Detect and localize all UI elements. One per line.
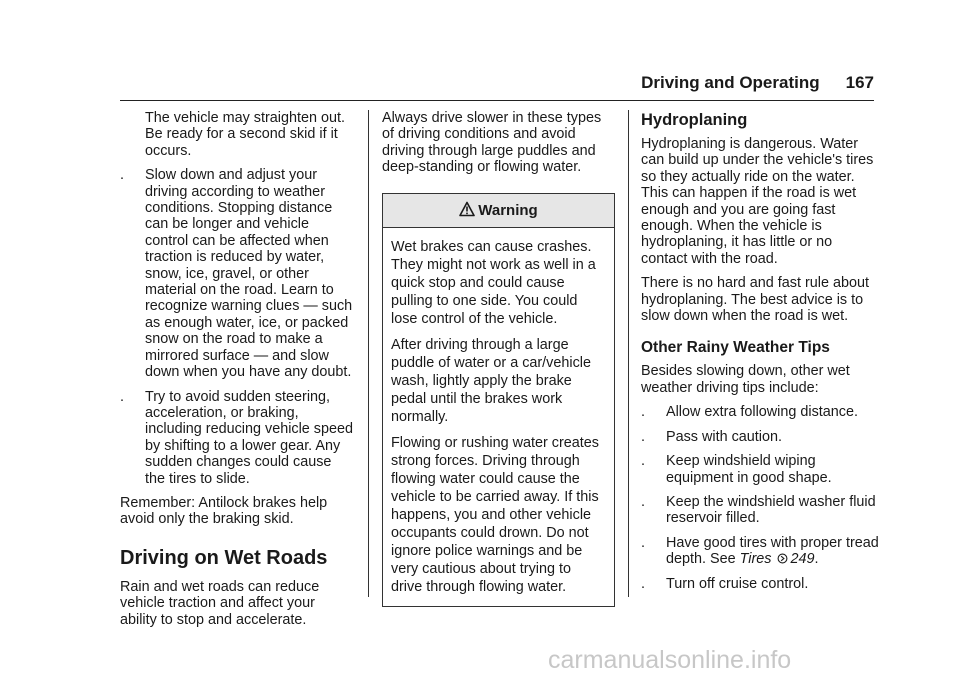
- bullet-dot: .: [641, 404, 645, 421]
- page-reference-icon: [777, 553, 788, 564]
- watermark: carmanualsonline.info: [548, 646, 792, 674]
- warning-box: [382, 193, 615, 607]
- list-item: [641, 404, 881, 420]
- warning-paragraph: Wet brakes can cause crashes. They might not work as well in a quick stop and could cause pulling to one side. You could lose control of the vehicle.: [391, 238, 596, 327]
- list-item: [641, 453, 881, 486]
- list-item: [641, 576, 881, 592]
- remember-note: Remember: Antilock brakes help avoid only the braking skid.: [120, 494, 328, 528]
- bullet-dot: .: [120, 167, 124, 184]
- bullet-text: Allow extra following distance.: [666, 404, 858, 421]
- bullet-text: Slow down and adjust your driving according to weather conditions. Stopping distance can be longer and vehicle control can be affected when traction is reduced by water, snow, ice, gravel, or other material on the road. Learn to recognize warning clues — such as enough water, ice, or packed snow on the road to make a mirrored surface — and slow down when you have any doubt.: [145, 167, 353, 381]
- list-item: [641, 535, 881, 568]
- body-paragraph: Always drive slower in these types of driving conditions and avoid driving through large puddles and deep-standing or flowing water.: [382, 110, 602, 176]
- page-number: 167: [845, 73, 874, 92]
- bullet-dot: .: [120, 388, 124, 405]
- sentence-end: .: [814, 551, 819, 568]
- bullet-dot: .: [641, 428, 645, 445]
- list-item: [641, 429, 881, 445]
- warning-header: [383, 194, 614, 228]
- body-paragraph: Hydroplaning is dangerous. Water can build up under the vehicle's tires so they actually ride on the water. This can happen if the road is wet enough and you are going fast enough. When the vehicle is hydroplaning, it has little or no contact with the road.: [641, 136, 874, 267]
- bullet-text: Pass with caution.: [666, 428, 782, 445]
- body-paragraph: Besides slowing down, other wet weather driving tips include:: [641, 363, 850, 396]
- tires-reference-link[interactable]: Tires: [739, 551, 772, 568]
- body-paragraph: There is no hard and fast rule about hydroplaning. The best advice is to slow down when the road is wet.: [641, 275, 869, 325]
- bullet-text: Turn off cruise control.: [666, 575, 809, 592]
- continued-text: The vehicle may straighten out. Be ready for a second skid if it occurs.: [145, 110, 345, 159]
- bullet-dot: .: [641, 453, 645, 470]
- bullet-dot: .: [641, 575, 645, 592]
- column-middle: [382, 110, 615, 607]
- list-item: [120, 389, 355, 487]
- list-item: [120, 167, 355, 380]
- bullet-text: Keep the windshield washer fluid reservoir filled.: [666, 493, 876, 527]
- section-heading: Driving on Wet Roads: [120, 546, 328, 569]
- body-paragraph: Rain and wet roads can reduce vehicle traction and affect your ability to stop and accelerate.: [120, 578, 320, 628]
- bullet-text: Have good tires with proper tread depth. See: [666, 534, 879, 568]
- bullet-text: Keep windshield wiping equipment in good shape.: [666, 453, 832, 486]
- page-header: [120, 72, 874, 101]
- warning-title: Warning: [478, 201, 538, 219]
- section-title: Driving and Operating: [641, 73, 820, 92]
- column-right: [641, 110, 881, 600]
- reference-page-number[interactable]: 249: [790, 551, 815, 568]
- column-left: [120, 110, 355, 636]
- list-item: [641, 494, 881, 527]
- section-heading: Hydroplaning: [641, 111, 748, 129]
- warning-body: [383, 228, 614, 606]
- bullet-text: Try to avoid sudden steering, acceleration, or braking, including reducing vehicle speed by shifting to a lower gear. Any sudden changes could cause the tires to slide.: [145, 388, 354, 487]
- subsection-heading: Other Rainy Weather Tips: [641, 339, 830, 357]
- warning-paragraph: Flowing or rushing water creates strong forces. Driving through flowing water could cause the vehicle to be carried away. If this happens, you and other vehicle occupants could drown. Do not ignore police warnings and be very cautious about trying to drive through flowing water.: [391, 434, 599, 595]
- warning-paragraph: After driving through a large puddle of water or a car/vehicle wash, lightly apply the brake pedal until the brakes work normally.: [391, 336, 591, 425]
- column-divider: [628, 110, 629, 597]
- warning-triangle-icon: [459, 201, 475, 217]
- bullet-dot: .: [641, 493, 645, 510]
- column-divider: [368, 110, 369, 597]
- bullet-dot: .: [641, 534, 645, 551]
